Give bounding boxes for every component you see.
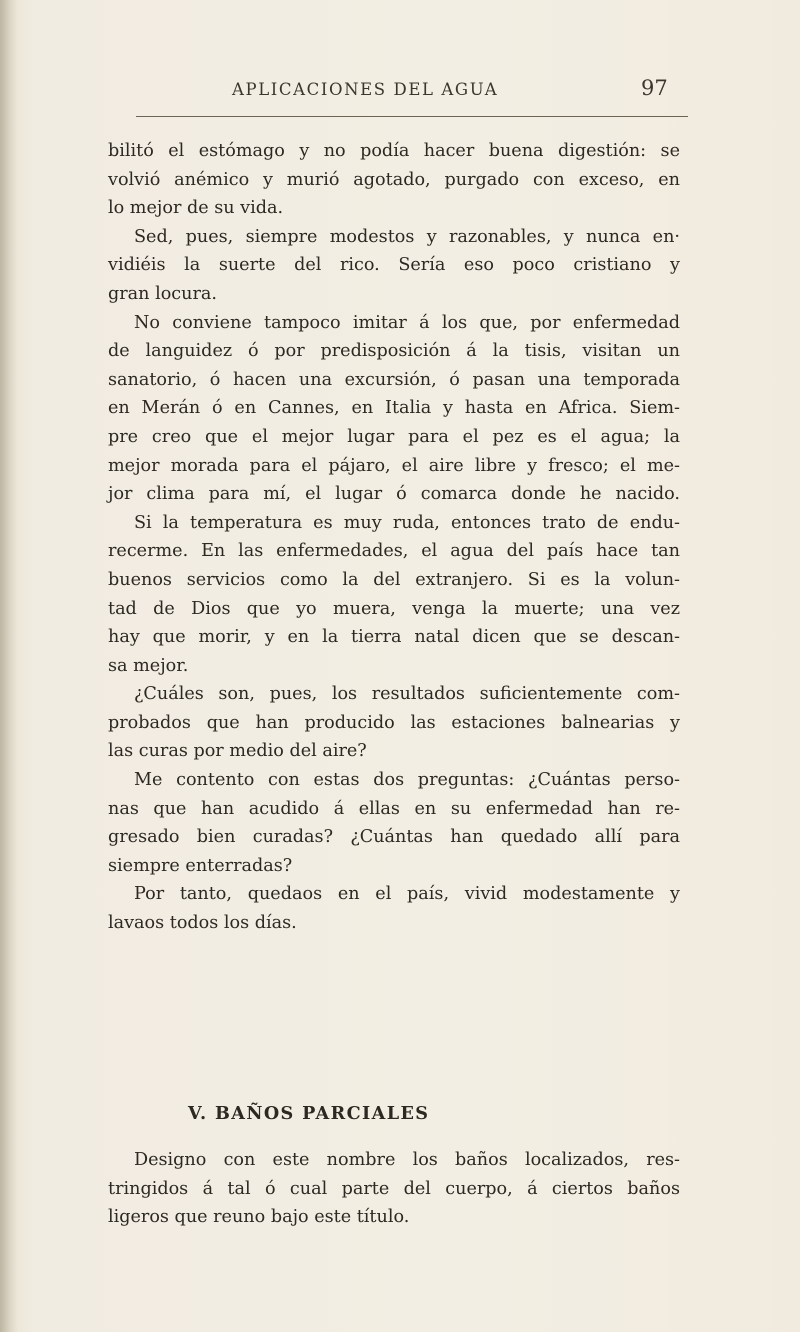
text-line: probados que han producido las estaciones balnearias y xyxy=(108,712,680,733)
text-line: Sed, pues, siempre modestos y razonables, y nunca en· xyxy=(134,226,680,247)
text-line: ¿Cuáles son, pues, los resultados suficientemente com- xyxy=(134,684,680,705)
text-line: recerme. En las enfermedades, el agua del país hace tan xyxy=(108,541,680,562)
binding-shadow xyxy=(0,0,18,1332)
text-line: de languidez ó por predisposición á la tisis, visitan un xyxy=(108,341,680,362)
text-line: jor clima para mí, el lugar ó comarca donde he nacido. xyxy=(108,484,680,505)
text-line: gresado bien curadas? ¿Cuántas han quedado allí para xyxy=(108,827,680,848)
text-line: ligeros que reuno bajo este título. xyxy=(108,1207,410,1228)
text-line: lo mejor de su vida. xyxy=(108,198,284,219)
text-line: tad de Dios que yo muera, venga la muerte; una vez xyxy=(108,598,680,619)
text-line: las curas por medio del aire? xyxy=(108,741,367,762)
text-line: Designo con este nombre los baños localizados, res- xyxy=(134,1150,680,1170)
text-line: Si la temperatura es muy ruda, entonces trato de endu- xyxy=(134,512,680,533)
text-line: sa mejor. xyxy=(108,655,189,676)
text-line: mejor morada para el pájaro, el aire libre y fresco; el me- xyxy=(108,455,680,476)
text-line: gran locura. xyxy=(108,283,217,304)
section-heading: V. BAÑOS PARCIALES xyxy=(188,1103,430,1124)
text-line: lavaos todos los días. xyxy=(108,913,297,934)
text-line: No conviene tampoco imitar á los que, por enfermedad xyxy=(134,312,680,333)
text-line: tringidos á tal ó cual parte del cuerpo, á ciertos baños xyxy=(108,1178,680,1199)
text-line: pre creo que el mejor lugar para el pez es el agua; la xyxy=(108,426,680,447)
text-line: buenos servicios como la del extranjero. Si es la volun- xyxy=(108,569,680,590)
body-text xyxy=(108,137,680,938)
running-head: APLICACIONES DEL AGUA xyxy=(232,80,499,99)
header-rule xyxy=(136,116,688,117)
section-text xyxy=(108,1146,680,1232)
text-line: vidiéis la suerte del rico. Sería eso poco cristiano y xyxy=(108,255,680,276)
text-line: siempre enterradas? xyxy=(108,855,293,876)
text-line: volvió anémico y murió agotado, purgado con exceso, en xyxy=(108,169,680,190)
text-line: hay que morir, y en la tierra natal dicen que se descan- xyxy=(108,627,680,648)
text-line: Me contento con estas dos preguntas: ¿Cuántas perso- xyxy=(134,770,680,791)
text-line: sanatorio, ó hacen una excursión, ó pasan una temporada xyxy=(108,369,680,390)
text-line: bilitó el estómago y no podía hacer buena digestión: se xyxy=(108,141,680,161)
text-line: en Merán ó en Cannes, en Italia y hasta en Africa. Siem- xyxy=(108,398,680,419)
text-line: nas que han acudido á ellas en su enfermedad han re- xyxy=(108,798,680,819)
text-line: Por tanto, quedaos en el país, vivid modestamente y xyxy=(134,884,680,905)
page-number: 97 xyxy=(641,76,668,100)
